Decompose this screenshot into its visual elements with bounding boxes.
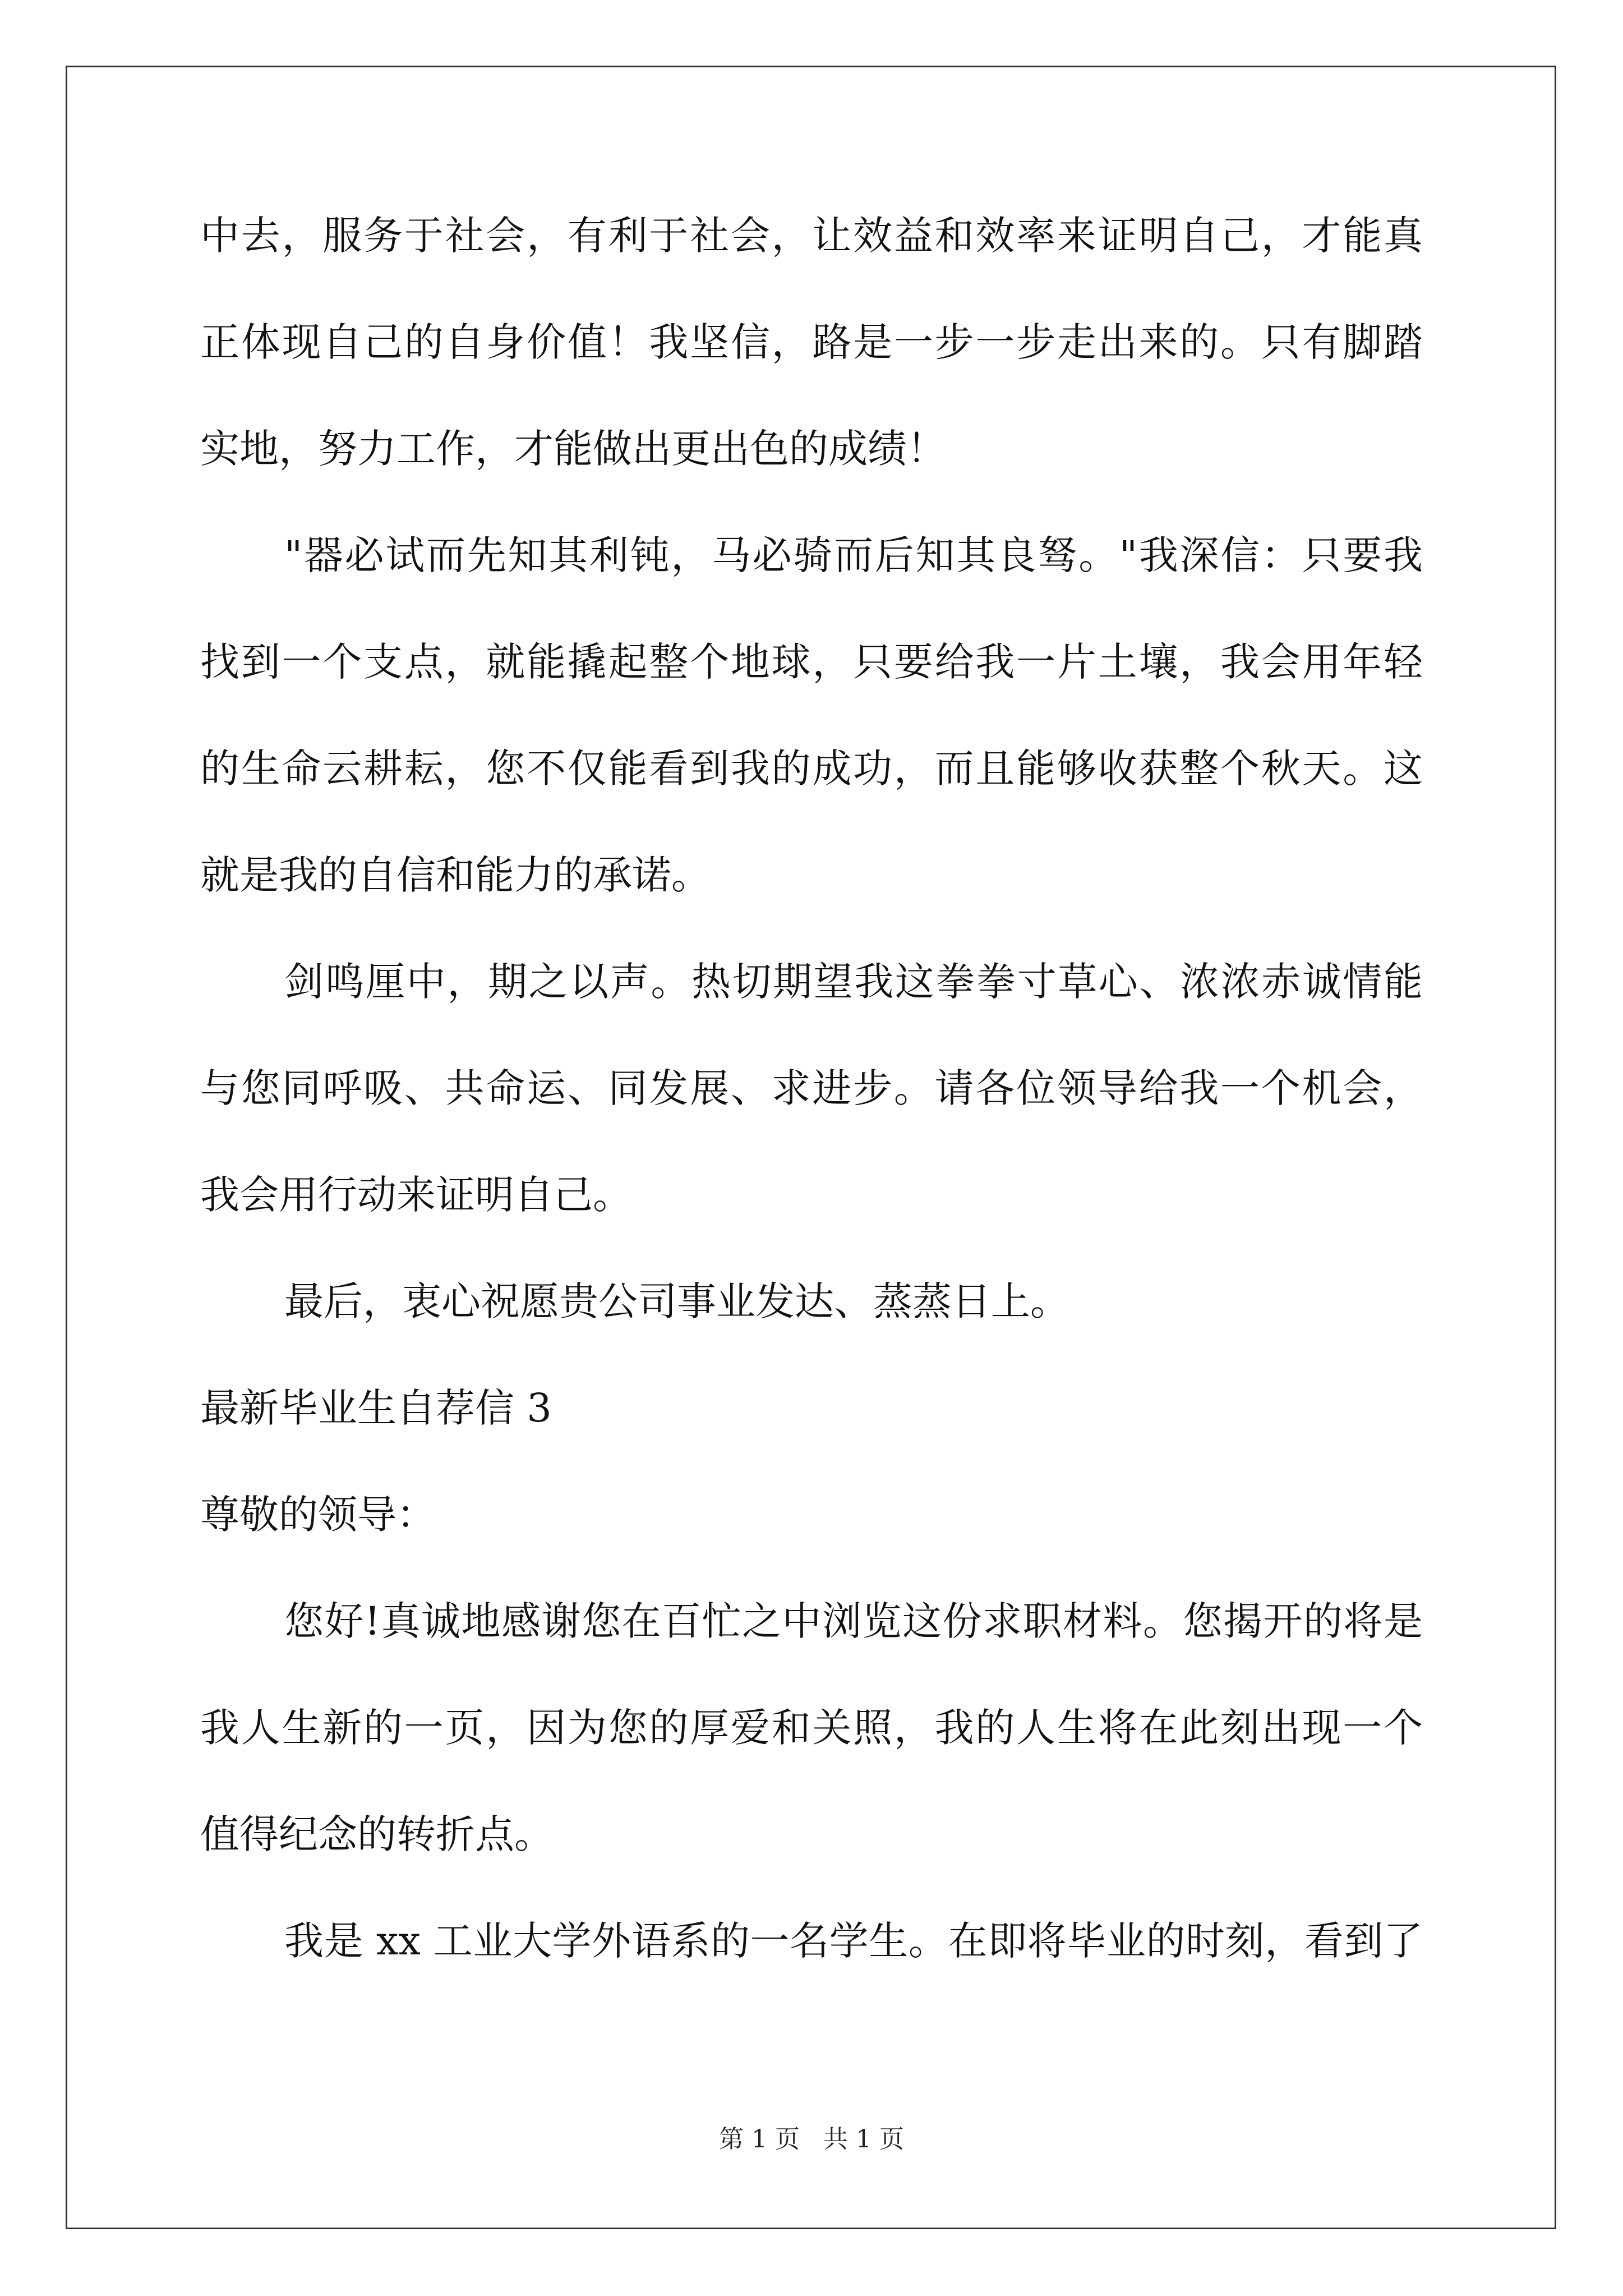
page-border (66, 66, 1556, 2229)
page-number-footer: 第 1 页 共 1 页 (719, 2125, 904, 2154)
paragraph-line: 的生命云耕耘，您不仅能看到我的成功，而且能够收获整个秋天。这 (200, 746, 1423, 792)
paragraph-line: 最后，衷心祝愿贵公司事业发达、蒸蒸日上。 (284, 1278, 1069, 1324)
paragraph-line: 正体现自己的自身价值！我坚信，路是一步一步走出来的。只有脚踏 (200, 319, 1423, 365)
paragraph-line: 我人生新的一页，因为您的厚爱和关照，我的人生将在此刻出现一个 (200, 1705, 1423, 1751)
paragraph-line: 我会用行动来证明自己。 (200, 1172, 632, 1218)
paragraph-line: 就是我的自信和能力的承诺。 (200, 852, 711, 898)
salutation: 尊敬的领导： (200, 1492, 436, 1538)
paragraph-line: 与您同呼吸、共命运、同发展、求进步。请各位领导给我一个机会， (200, 1065, 1423, 1111)
paragraph-line: 您好!真诚地感谢您在百忙之中浏览这份求职材料。您揭开的将是 (284, 1598, 1423, 1644)
section-heading: 最新毕业生自荐信 3 (200, 1385, 552, 1431)
paragraph-line: 实地，努力工作，才能做出更出色的成绩！ (200, 426, 946, 472)
paragraph-line: 找到一个支点，就能撬起整个地球，只要给我一片土壤，我会用年轻 (200, 639, 1423, 685)
paragraph-line: 我是 xx 工业大学外语系的一名学生。在即将毕业的时刻，看到了 (284, 1918, 1423, 1964)
paragraph-line: 值得纪念的转折点。 (200, 1811, 554, 1857)
paragraph-line: "器必试而先知其利钝，马必骑而后知其良驽。"我深信：只要我 (284, 532, 1423, 578)
paragraph-line: 中去，服务于社会，有利于社会，让效益和效率来证明自己，才能真 (200, 213, 1423, 259)
paragraph-line: 剑鸣厘中，期之以声。热切期望我这拳拳寸草心、浓浓赤诚情能 (284, 959, 1423, 1005)
